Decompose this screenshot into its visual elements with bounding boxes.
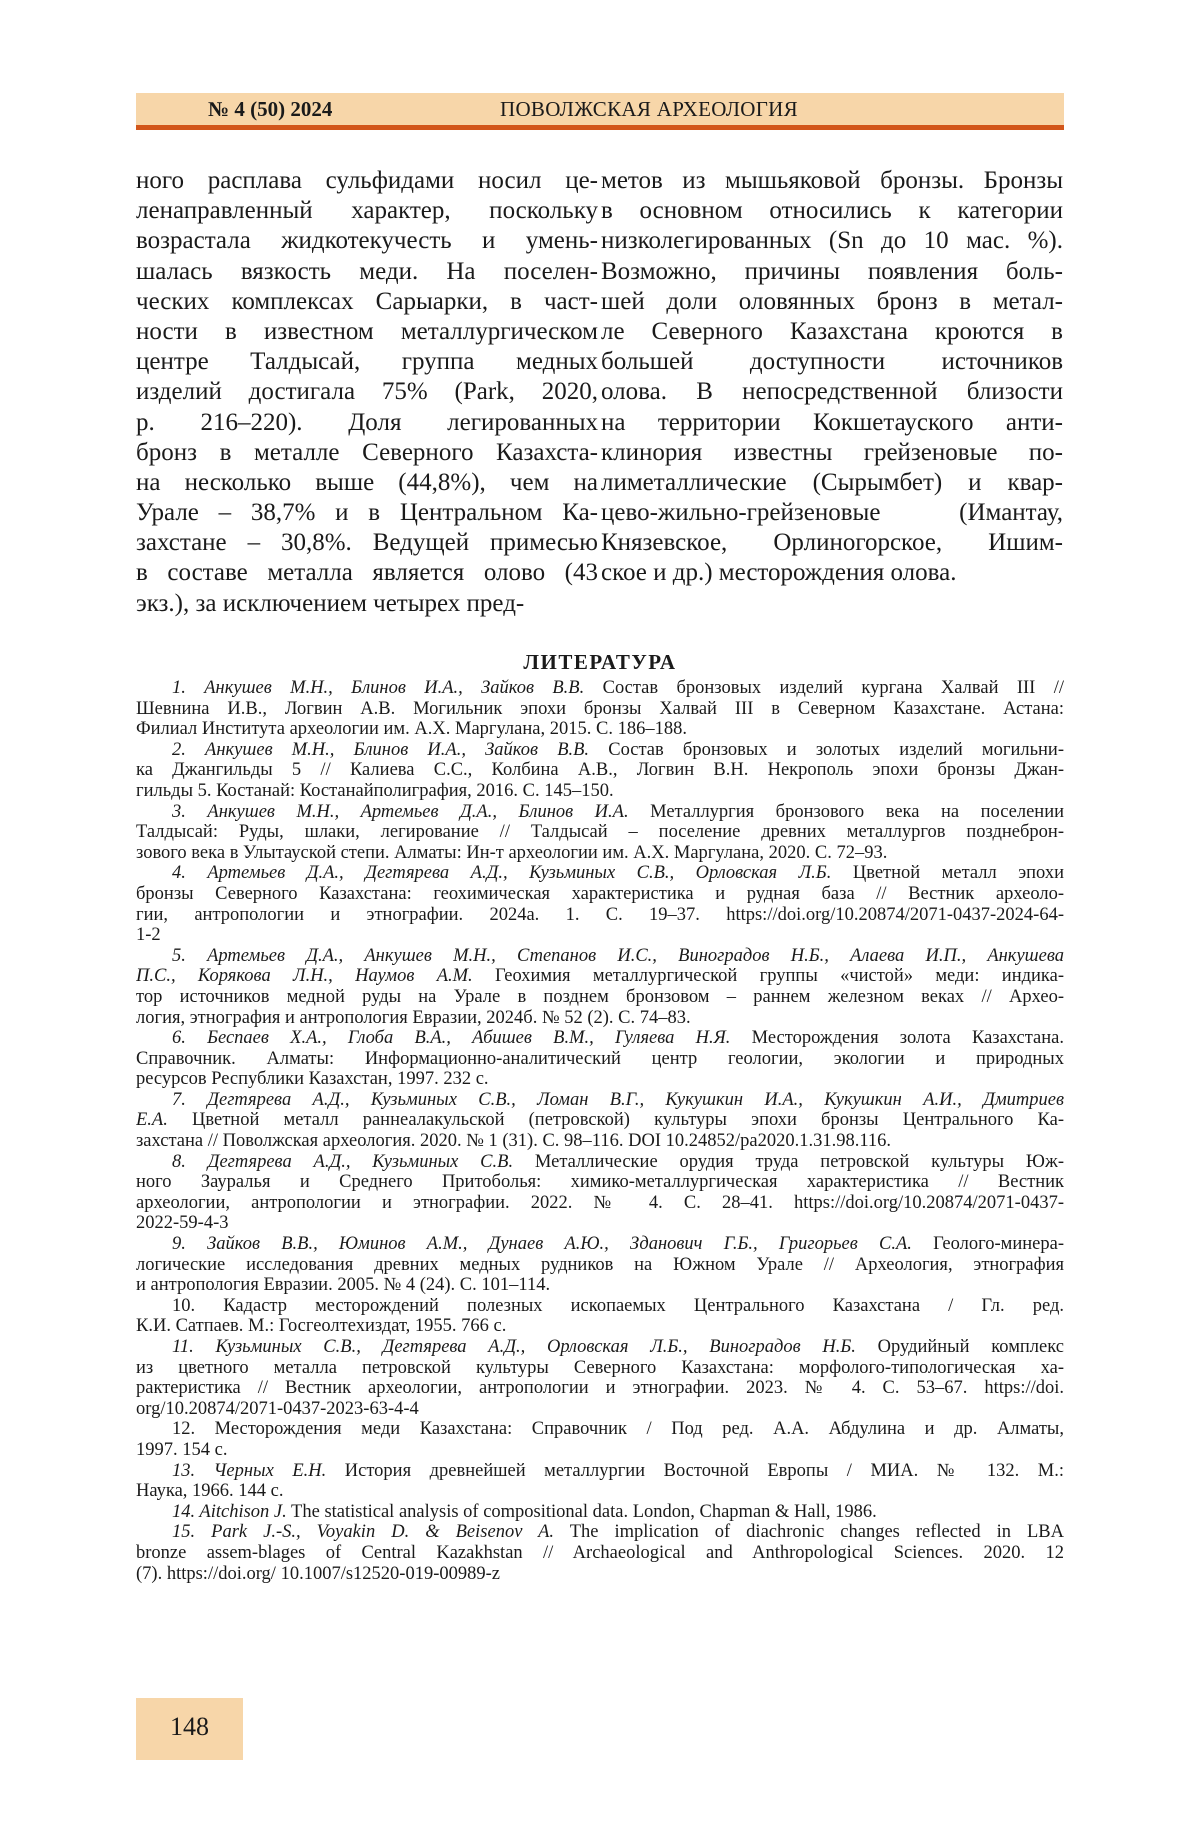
reference-line [136,781,1064,802]
text-line: низколегированных (Sn до 10 мас. %). [601,226,1063,256]
reference-line [136,1543,1064,1564]
reference-line [136,884,1064,905]
reference-line [136,1234,1064,1255]
reference-text: ресурсов Республики Казахстан, 1997. 232 с. [136,1069,489,1089]
reference-line [136,1069,1064,1090]
text-line: экз.), за исключением четырех пред- [136,589,598,619]
references-heading: ЛИТЕРАТУРА [0,650,1200,675]
text-line: ности в известном металлургическом [136,317,598,347]
text-line: ле Северного Казахстана кроются в [601,317,1063,347]
text-line: Князевское, Орлиногорское, Ишим- [601,528,1063,558]
reference-authors: 15. Park J.-S., Voyakin D. & Beisenov A. [172,1522,554,1542]
reference-authors: 5. Артемьев Д.А., Анкушев М.Н., Степанов И.С., Виноградов Н.Б., Алаева И.П., Анкушева [172,946,1064,966]
reference-line [136,699,1064,720]
reference-authors: 6. Беспаев Х.А., Глоба В.А., Абишев В.М., Гуляева Н.Я. [172,1028,730,1048]
reference-text: Геохимия металлургической группы «чистой» меди: индика- [473,966,1064,986]
reference-authors: 3. Анкушев М.Н., Артемьев Д.А., Блинов И.А. [172,802,629,822]
reference-text: Месторождения золота Казахстана. [730,1028,1064,1048]
reference-text: Состав бронзовых изделий кургана Халвай III // [584,678,1064,698]
text-line: олова. В непосредственной близости [601,377,1063,407]
text-line: ного расплава сульфидами носил це- [136,166,598,196]
reference-line [136,1358,1064,1379]
issue-number: № 4 (50) 2024 [208,97,332,122]
reference-authors: 14. Aitchison J. [172,1502,287,1522]
text-line: захстане – 30,8%. Ведущей примесью [136,528,598,558]
reference-line [136,1213,1064,1234]
text-line: в основном относились к категории [601,196,1063,226]
reference-item [136,740,1064,802]
reference-line [136,719,1064,740]
reference-authors: П.С., Корякова Л.Н., Наумов А.М. [136,966,473,986]
reference-text: археологии, антропологии и этнографии. 2022. № 4. С. 28–41. https://doi.org/10.20874/2071-0437- [136,1193,1064,1213]
reference-text: Орудийный комплекс [856,1337,1064,1357]
reference-line [136,925,1064,946]
reference-text: рактеристика // Вестник археологии, антропологии и этнографии. 2023. № 4. С. 53–67. https://doi. [136,1378,1064,1398]
reference-item [136,863,1064,945]
reference-line [136,1110,1064,1131]
text-line: Возможно, причины появления боль- [601,257,1063,287]
reference-line [136,1275,1064,1296]
reference-line [136,987,1064,1008]
reference-line [136,946,1064,967]
reference-text: (7). https://doi.org/ 10.1007/s12520-019-00989-z [136,1564,500,1584]
reference-text: The statistical analysis of compositional data. London, Chapman & Hall, 1986. [287,1502,877,1522]
reference-item [136,1419,1064,1460]
reference-text: The implication of diachronic changes reflected in LBA [554,1522,1064,1542]
reference-authors: 8. Дегтярева А.Д., Кузьминых С.В. [172,1152,513,1172]
reference-text: Справочник. Алматы: Информационно-аналитический центр геологии, экологии и природных [136,1049,1064,1069]
text-line: бронз в металле Северного Казахста- [136,438,598,468]
reference-authors: 1. Анкушев М.Н., Блинов И.А., Зайков В.В. [172,678,584,698]
reference-text: зового века в Улытауской степи. Алматы: Ин-т археологии им. А.Х. Маргулана, 2020. С. 72–93. [136,843,887,863]
reference-item [136,1337,1064,1419]
text-line: цево-жильно-грейзеновые (Имантау, [601,498,1063,528]
reference-text: Цветной металл эпохи [831,863,1064,883]
text-line: шалась вязкость меди. На поселен- [136,257,598,287]
reference-authors: 7. Дегтярева А.Д., Кузьминых С.В., Ломан В.Г., Кукушкин И.А., Кукушкин А.И., Дмитриев [172,1090,1064,1110]
reference-text: bronze assem-blages of Central Kazakhstan // Archaeological and Anthropological Sciences. 2020. 12 [136,1543,1064,1563]
text-line: ческих комплексах Сарыарки, в част- [136,287,598,317]
text-line: ское и др.) месторождения олова. [601,558,1063,588]
reference-line [136,1131,1064,1152]
reference-text: Наука, 1966. 144 с. [136,1481,284,1501]
page-number-box [136,1698,243,1760]
reference-text: Металлургия бронзового века на поселении [629,802,1064,822]
text-line: на территории Кокшетауского анти- [601,408,1063,438]
reference-text: 10. Кадастр месторождений полезных ископаемых Центрального Казахстана / Гл. ред. [172,1296,1064,1316]
reference-text: Цветной металл раннеалакульской (петровской) культуры эпохи бронзы Центрального Ка- [168,1110,1064,1130]
reference-text: Филиал Института археологии им. А.Х. Маргулана, 2015. С. 186–188. [136,719,687,739]
body-column-right [601,166,1063,589]
reference-line [136,1028,1064,1049]
reference-line [136,1378,1064,1399]
reference-line [136,822,1064,843]
text-line: клинория известны грейзеновые по- [601,438,1063,468]
reference-text: 2022-59-4-3 [136,1213,228,1233]
reference-line [136,1152,1064,1173]
reference-text: логия, этнография и антропология Евразии, 2024б. № 52 (2). С. 74–83. [136,1008,691,1028]
reference-text: бронзы Северного Казахстана: геохимическая характеристика и рудная база // Вестник археоло- [136,884,1064,904]
reference-item [136,802,1064,864]
reference-text: Шевнина И.В., Логвин А.В. Могильник эпохи бронзы Халвай III в Северном Казахстане. Астана: [136,699,1064,719]
reference-authors: 4. Артемьев Д.А., Дегтярева А.Д., Кузьминых С.В., Орловская Л.Б. [172,863,831,883]
reference-line [136,760,1064,781]
reference-authors: Е.А. [136,1110,168,1130]
reference-text: 12. Месторождения меди Казахстана: Справочник / Под ред. А.А. Абдулина и др. Алматы, [172,1419,1064,1439]
reference-line [136,905,1064,926]
text-line: метов из мышьяковой бронзы. Бронзы [601,166,1063,196]
reference-text: ного Зауралья и Среднего Притоболья: химико-металлургическая характеристика // Вестник [136,1172,1064,1192]
reference-authors: 11. Кузьминых С.В., Дегтярева А.Д., Орловская Л.Б., Виноградов Н.Б. [172,1337,856,1357]
reference-line [136,1090,1064,1111]
reference-text: История древнейшей металлургии Восточной Европы / МИА. № 132. М.: [326,1461,1064,1481]
reference-text: 1-2 [136,925,161,945]
reference-line [136,1008,1064,1029]
reference-text: 1997. 154 с. [136,1440,227,1460]
text-line: большей доступности источников [601,347,1063,377]
reference-line [136,1419,1064,1440]
reference-line [136,1193,1064,1214]
reference-item [136,678,1064,740]
reference-line [136,1440,1064,1461]
reference-line [136,863,1064,884]
reference-text: тор источников медной руды на Урале в позднем бронзовом – раннем железном веках // Архео- [136,987,1064,1007]
reference-text: захстана // Поволжская археология. 2020. № 1 (31). С. 98–116. DOI 10.24852/pa2020.1.31.98.116. [136,1131,891,1151]
reference-line [136,1399,1064,1420]
reference-line [136,1337,1064,1358]
reference-line [136,966,1064,987]
text-line: ленаправленный характер, поскольку [136,196,598,226]
reference-text: К.И. Сатпаев. М.: Госгеолтехиздат, 1955. 766 с. [136,1316,506,1336]
text-line: возрастала жидкотекучесть и умень- [136,226,598,256]
page-number: 148 [136,1712,243,1742]
reference-line [136,678,1064,699]
reference-text: гии, антропологии и этнографии. 2024а. 1. С. 19–37. https://doi.org/10.20874/2071-0437-2024-64- [136,905,1064,925]
reference-line [136,740,1064,761]
reference-text: Геолого-минера- [912,1234,1064,1254]
journal-title: ПОВОЛЖСКАЯ АРХЕОЛОГИЯ [500,97,798,122]
text-line: p. 216–220). Доля легированных [136,408,598,438]
reference-text: и антропология Евразии. 2005. № 4 (24). С. 101–114. [136,1275,550,1295]
reference-line [136,1481,1064,1502]
reference-authors: 13. Черных Е.Н. [172,1461,326,1481]
reference-line [136,843,1064,864]
text-line: центре Талдысай, группа медных [136,347,598,377]
text-line: шей доли оловянных бронз в метал- [601,287,1063,317]
reference-line [136,1461,1064,1482]
reference-item [136,1028,1064,1090]
text-line: лиметаллические (Сырымбет) и квар- [601,468,1063,498]
reference-line [136,1296,1064,1317]
reference-item [136,1522,1064,1584]
reference-line [136,1049,1064,1070]
reference-text: ка Джангильды 5 // Калиева С.С., Колбина А.В., Логвин В.Н. Некрополь эпохи бронзы Джан- [136,760,1064,780]
reference-authors: 2. Анкушев М.Н., Блинов И.А., Зайков В.В. [172,740,589,760]
reference-item [136,1090,1064,1152]
reference-item [136,1234,1064,1296]
reference-line [136,1564,1064,1585]
reference-line [136,1255,1064,1276]
reference-line [136,1502,1064,1523]
reference-line [136,1522,1064,1543]
reference-item [136,1502,1064,1523]
reference-authors: 9. Зайков В.В., Юминов А.М., Дунаев А.Ю., Зданович Г.Б., Григорьев С.А. [172,1234,912,1254]
text-line: на несколько выше (44,8%), чем на [136,468,598,498]
reference-text: гильды 5. Костанай: Костанайполиграфия, 2016. С. 145–150. [136,781,614,801]
reference-text: Металлические орудия труда петровской культуры Юж- [513,1152,1064,1172]
running-header [136,93,1064,130]
reference-text: из цветного металла петровской культуры Северного Казахстана: морфолого-типологическая ха- [136,1358,1064,1378]
reference-item [136,1152,1064,1234]
references-list [136,678,1064,1584]
text-line: в составе металла является олово (43 [136,558,598,588]
body-column-left [136,166,598,619]
reference-item [136,1461,1064,1502]
text-line: Урале – 38,7% и в Центральном Ка- [136,498,598,528]
reference-text: Талдысай: Руды, шлаки, легирование // Талдысай – поселение древних металлургов позднеброн- [136,822,1064,842]
reference-line [136,802,1064,823]
reference-text: Состав бронзовых и золотых изделий могильни- [589,740,1064,760]
reference-item [136,1296,1064,1337]
reference-line [136,1172,1064,1193]
reference-text: org/10.20874/2071-0437-2023-63-4-4 [136,1399,419,1419]
text-line: изделий достигала 75% (Park, 2020, [136,377,598,407]
reference-item [136,946,1064,1028]
reference-line [136,1316,1064,1337]
reference-text: логические исследования древних медных рудников на Южном Урале // Археология, этнография [136,1255,1064,1275]
